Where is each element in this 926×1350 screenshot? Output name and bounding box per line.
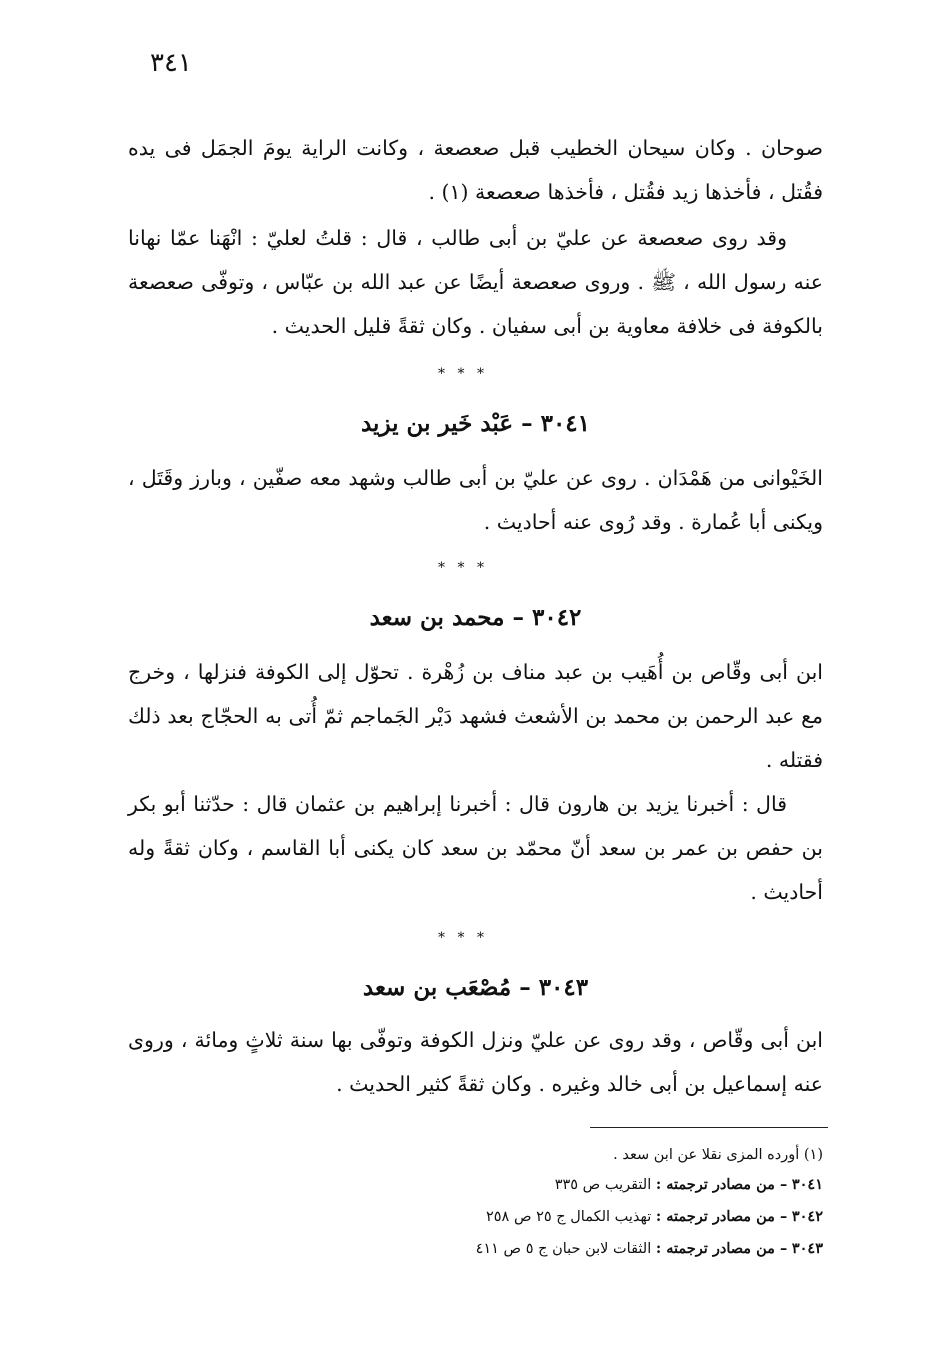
source-number: ٣٠٤٢ <box>791 1208 823 1225</box>
entry-3042-paragraph-2: قال : أخبرنا يزيد بن هارون قال : أخبرنا إبراهيم بن عثمان قال : حدّثنا أبو بكر بن حفص بن عمر بن سعد أنّ محمّد بن سعد كان يكنى أبا القاسم ، وكان ثقةً وله أحاديث . <box>128 792 823 904</box>
entry-3043-paragraph-1: ابن أبى وقّاص ، وقد روى عن عليّ ونزل الكوفة وتوفّى بها سنة ثلاثٍ ومائة ، وروى عنه إسماعيل بن أبى خالد وغيره . وكان ثقةً كثير الحديث . <box>128 1028 823 1096</box>
footnote-1: (١) أورده المزى نقلا عن ابن سعد . <box>613 1147 823 1163</box>
entry-3041-paragraph-1: الخَيْوانى من هَمْدَان . روى عن عليّ بن أبى طالب وشهد معه صفّين ، وبارز وقَتَل ، ويكنى أبا عُمارة . وقد رُوى عنه أحاديث . <box>128 466 823 534</box>
source-text: الثقات لابن حبان ج ٥ ص ٤١١ <box>475 1241 652 1257</box>
footnote-rule <box>590 1127 828 1128</box>
page-number: ٣٤١ <box>150 48 192 78</box>
source-number: ٣٠٤٣ <box>791 1240 823 1257</box>
source-label: – من مصادر ترجمته : <box>655 1240 788 1257</box>
source-number: ٣٠٤١ <box>791 1176 823 1193</box>
entry-heading-3041: ٣٠٤١ – عَبْد خَير بن يزيد <box>360 410 591 437</box>
section-separator-2: * * * <box>438 560 488 576</box>
source-label: – من مصادر ترجمته : <box>655 1208 788 1225</box>
source-note-3041 <box>200 1170 823 1200</box>
entry-3042-paragraph-1: ابن أبى وقّاص بن أُهَيب بن عبد مناف بن زُهْرة . تحوّل إلى الكوفة فنزلها ، وخرج مع عبد الرحمن بن محمد بن الأشعث فشهد دَيْر الجَماجم ثمّ أُتى به الحجّاج بعد ذلك فقتله . <box>128 660 823 772</box>
entry-heading-3042: ٣٠٤٢ – محمد بن سعد <box>369 604 582 631</box>
source-text: تهذيب الكمال ج ٢٥ ص ٢٥٨ <box>485 1209 652 1225</box>
source-note-3043 <box>200 1234 823 1264</box>
source-text: التقريب ص ٣٣٥ <box>554 1177 652 1193</box>
section-separator-1: * * * <box>438 366 488 382</box>
section-separator-3: * * * <box>438 930 488 946</box>
intro-paragraph-1: صوحان . وكان سيحان الخطيب قبل صعصعة ، وكانت الراية يومَ الجمَل فى يده فقُتل ، فأخذها زيد فقُتل ، فأخذها صعصعة (١) . <box>128 136 823 204</box>
entry-heading-3043: ٣٠٤٣ – مُصْعَب بن سعد <box>362 974 589 1001</box>
source-note-3042 <box>200 1202 823 1232</box>
intro-paragraph-2: وقد روى صعصعة عن عليّ بن أبى طالب ، قال : قلتُ لعليّ : انْهَنا عمّا نهانا عنه رسول الله ، ﷺ . وروى صعصعة أيضًا عن عبد الله بن عبّاس ، وتوفّى صعصعة بالكوفة فى خلافة معاوية بن أبى سفيان . وكان ثقةً قليل الحديث . <box>128 226 823 338</box>
source-label: – من مصادر ترجمته : <box>655 1176 788 1193</box>
